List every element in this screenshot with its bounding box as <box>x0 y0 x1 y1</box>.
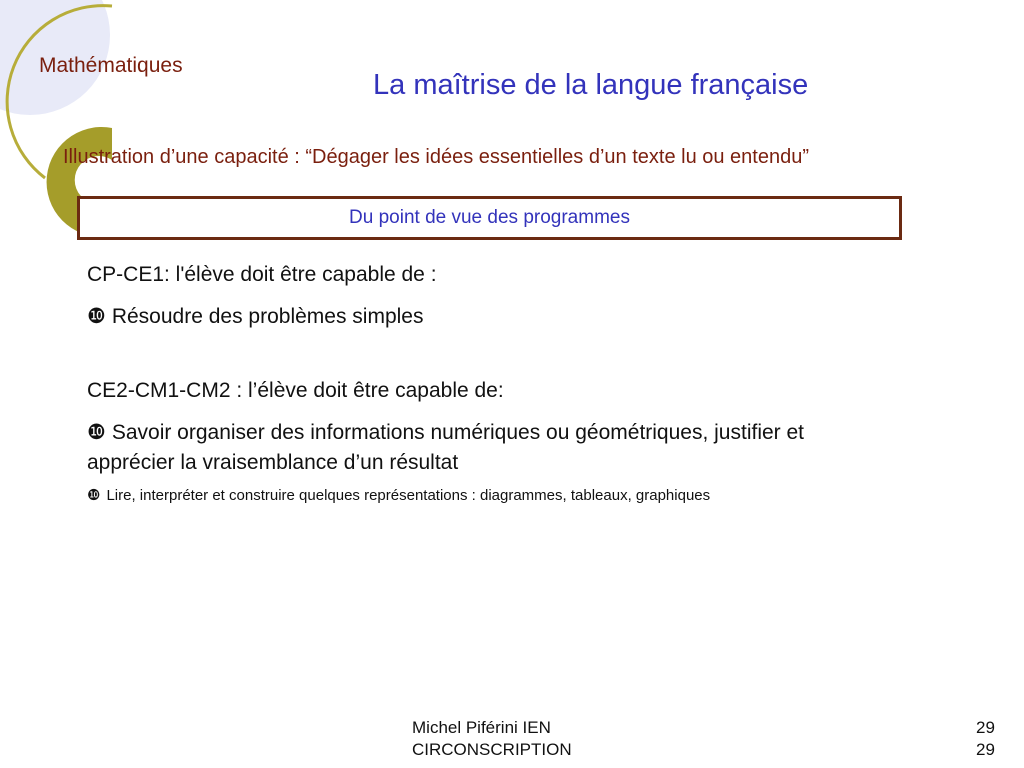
slide-title: La maîtrise de la langue française <box>373 69 809 101</box>
footer-page-number <box>976 717 995 761</box>
ce-item-2 <box>87 486 877 506</box>
slide-content <box>87 260 877 506</box>
ce-item-1 <box>87 418 877 478</box>
footer-author <box>412 717 572 761</box>
footer-author-line-2: CIRCONSCRIPTION <box>412 740 572 759</box>
program-section-label: Du point de vue des programmes <box>349 207 630 228</box>
footer-author-line-1: Michel Piférini IEN <box>412 718 551 737</box>
ce-item-2-text: Lire, interpréter et construire quelques représentations : diagrammes, tableaux, graphiques <box>106 487 711 504</box>
bullet-icon: ❿ <box>87 487 101 504</box>
illustration-heading: Illustration d’une capacité : “Dégager les idées essentielles d’un texte lu ou entendu” <box>63 146 810 168</box>
ce-item-1-text: Savoir organiser des informations numériques ou géométriques, justifier et apprécier la vraisemblance d’un résultat <box>87 421 805 474</box>
bullet-icon: ❿ <box>87 305 106 328</box>
cp-item <box>87 302 877 332</box>
cp-item-text: Résoudre des problèmes simples <box>111 305 424 328</box>
ce-heading: CE2-CM1-CM2 : l’élève doit être capable de: <box>87 379 504 402</box>
bullet-icon: ❿ <box>87 421 106 444</box>
program-section-box <box>77 196 902 240</box>
page-number-repeat: 29 <box>976 740 995 759</box>
subject-label: Mathématiques <box>39 54 183 77</box>
page-number: 29 <box>976 718 995 737</box>
cp-heading: CP-CE1: l'élève doit être capable de : <box>87 263 437 286</box>
